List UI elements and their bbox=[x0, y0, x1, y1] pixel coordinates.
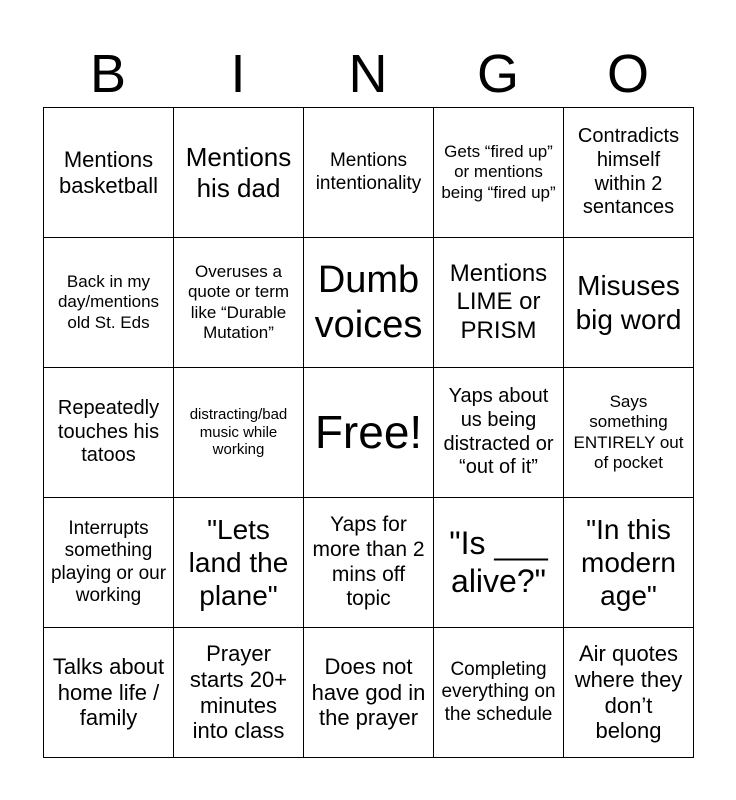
cell-text: Back in my day/mentions old St. Eds bbox=[57, 272, 160, 332]
board-row bbox=[44, 498, 694, 628]
bingo-cell bbox=[174, 498, 304, 628]
bingo-cell bbox=[44, 368, 174, 498]
bingo-cell bbox=[434, 368, 564, 498]
bingo-cell bbox=[44, 108, 174, 238]
cell-text: Repeatedly touches his tatoos bbox=[57, 397, 160, 467]
bingo-cell bbox=[174, 368, 304, 498]
cell-text: "Is ___ alive?" bbox=[449, 524, 548, 599]
bingo-cell bbox=[434, 498, 564, 628]
bingo-cell bbox=[304, 628, 434, 758]
board-row bbox=[44, 238, 694, 368]
cell-text: Mentions basketball bbox=[58, 146, 159, 198]
bingo-cell bbox=[434, 108, 564, 238]
cell-text: Mentions LIME or PRISM bbox=[449, 260, 548, 344]
cell-text: Says something ENTIRELY out of pocket bbox=[573, 392, 684, 472]
bingo-cell bbox=[44, 498, 174, 628]
header-letter-i: I bbox=[230, 44, 246, 104]
cell-text: Yaps for more than 2 mins off topic bbox=[312, 512, 425, 611]
header-letter-g: G bbox=[476, 44, 519, 104]
bingo-header bbox=[43, 40, 693, 108]
bingo-cell bbox=[44, 628, 174, 758]
board-row bbox=[44, 368, 694, 498]
cell-text: Contradicts himself within 2 sentances bbox=[577, 125, 680, 219]
cell-text: Misuses big word bbox=[575, 270, 682, 335]
cell-text: Overuses a quote or term like “Durable Mutation” bbox=[187, 262, 290, 342]
cell-text: Prayer starts 20+ minutes into class bbox=[189, 640, 288, 744]
cell-text: Dumb voices bbox=[314, 258, 423, 346]
bingo-cell bbox=[564, 368, 694, 498]
free-space-cell bbox=[304, 368, 434, 498]
cell-text: Does not have god in the prayer bbox=[311, 653, 426, 731]
header-letter-o: O bbox=[606, 44, 649, 104]
board-row bbox=[44, 628, 694, 758]
bingo-cell bbox=[304, 238, 434, 368]
bingo-board bbox=[43, 107, 694, 758]
header-letter-b: B bbox=[89, 44, 127, 104]
bingo-cell bbox=[564, 628, 694, 758]
cell-text: Mentions his dad bbox=[185, 141, 292, 203]
cell-text: Completing everything on the schedule bbox=[441, 658, 556, 725]
bingo-cell bbox=[564, 498, 694, 628]
bingo-cell bbox=[434, 238, 564, 368]
bingo-cell bbox=[44, 238, 174, 368]
cell-text: Free! bbox=[314, 406, 423, 459]
cell-text: Yaps about us being distracted or “out of it” bbox=[443, 385, 554, 479]
bingo-cell bbox=[304, 498, 434, 628]
bingo-cell bbox=[564, 108, 694, 238]
cell-text: "Lets land the plane" bbox=[188, 513, 289, 612]
cell-text: "In this modern age" bbox=[581, 513, 676, 612]
board-row bbox=[44, 108, 694, 238]
bingo-cell bbox=[174, 108, 304, 238]
bingo-cell bbox=[564, 238, 694, 368]
cell-text: Mentions intentionality bbox=[315, 150, 422, 194]
cell-text: distracting/bad music while working bbox=[189, 405, 288, 459]
cell-text: Interrupts something playing or our working bbox=[50, 517, 167, 606]
bingo-cell bbox=[174, 238, 304, 368]
bingo-cell bbox=[434, 628, 564, 758]
bingo-cell bbox=[174, 628, 304, 758]
cell-text: Air quotes where they don’t belong bbox=[574, 640, 683, 744]
cell-text: Talks about home life / family bbox=[52, 653, 165, 731]
bingo-cell bbox=[304, 108, 434, 238]
cell-text: Gets “fired up” or mentions being “fired up” bbox=[441, 142, 556, 202]
header-letter-n: N bbox=[348, 44, 388, 104]
